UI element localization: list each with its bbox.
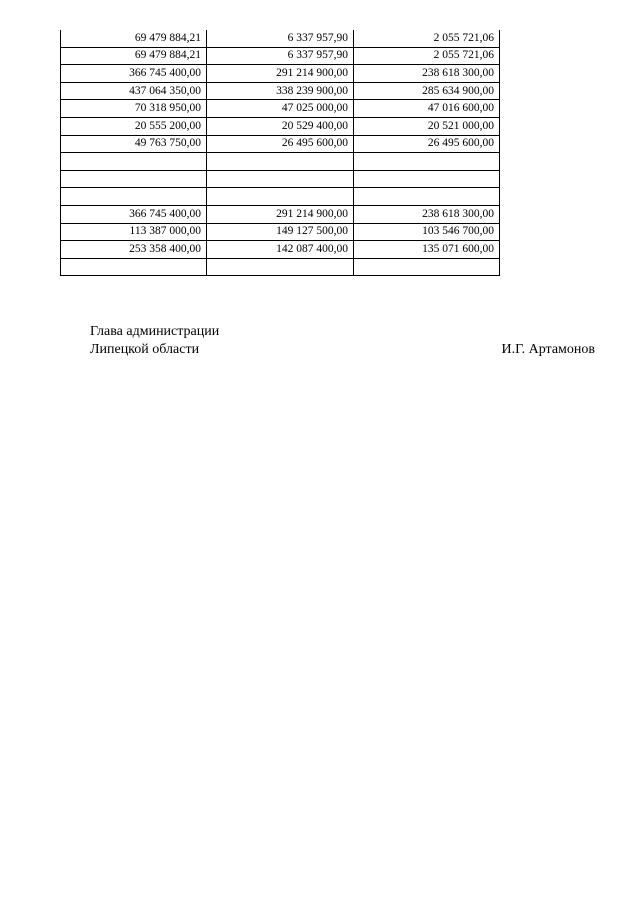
table-cell: 253 358 400,00 bbox=[61, 241, 207, 259]
table-cell: 2 055 721,06 bbox=[354, 47, 500, 65]
table-cell: 285 634 900,00 bbox=[354, 82, 500, 100]
table-row bbox=[61, 241, 500, 259]
table-row bbox=[61, 82, 500, 100]
table-cell: 26 495 600,00 bbox=[207, 135, 354, 153]
table-cell bbox=[354, 258, 500, 276]
table-cell bbox=[61, 153, 207, 171]
table-row bbox=[61, 30, 500, 47]
table-cell: 20 555 200,00 bbox=[61, 117, 207, 135]
table-cell: 238 618 300,00 bbox=[354, 205, 500, 223]
table-cell: 366 745 400,00 bbox=[61, 65, 207, 83]
table-cell: 6 337 957,90 bbox=[207, 47, 354, 65]
signature-region-text: Липецкой области bbox=[90, 342, 200, 357]
table-cell: 69 479 884,21 bbox=[61, 30, 207, 47]
budget-table-body bbox=[61, 30, 500, 276]
budget-table-container bbox=[60, 30, 500, 276]
table-row bbox=[61, 205, 500, 223]
table-cell: 149 127 500,00 bbox=[207, 223, 354, 241]
signature-block bbox=[90, 323, 595, 359]
signatory-name: И.Г. Артамонов bbox=[501, 342, 595, 357]
table-row bbox=[61, 65, 500, 83]
signature-title-line bbox=[90, 323, 595, 341]
table-cell: 135 071 600,00 bbox=[354, 241, 500, 259]
table-row bbox=[61, 170, 500, 188]
table-cell bbox=[61, 188, 207, 206]
table-cell bbox=[61, 170, 207, 188]
table-cell: 49 763 750,00 bbox=[61, 135, 207, 153]
signature-position-text: Глава администрации bbox=[90, 324, 220, 339]
table-cell: 20 529 400,00 bbox=[207, 117, 354, 135]
table-cell: 291 214 900,00 bbox=[207, 65, 354, 83]
table-cell bbox=[207, 258, 354, 276]
table-cell: 47 016 600,00 bbox=[354, 100, 500, 118]
table-cell bbox=[61, 258, 207, 276]
table-cell bbox=[354, 153, 500, 171]
table-row bbox=[61, 100, 500, 118]
table-cell bbox=[207, 188, 354, 206]
table-cell: 20 521 000,00 bbox=[354, 117, 500, 135]
table-cell: 142 087 400,00 bbox=[207, 241, 354, 259]
table-row bbox=[61, 188, 500, 206]
table-cell: 2 055 721,06 bbox=[354, 30, 500, 47]
table-cell: 338 239 900,00 bbox=[207, 82, 354, 100]
table-row bbox=[61, 258, 500, 276]
table-row bbox=[61, 135, 500, 153]
table-cell bbox=[207, 153, 354, 171]
table-cell: 103 546 700,00 bbox=[354, 223, 500, 241]
table-row bbox=[61, 223, 500, 241]
table-cell: 47 025 000,00 bbox=[207, 100, 354, 118]
table-cell: 26 495 600,00 bbox=[354, 135, 500, 153]
table-row bbox=[61, 153, 500, 171]
table-cell: 366 745 400,00 bbox=[61, 205, 207, 223]
table-cell: 437 064 350,00 bbox=[61, 82, 207, 100]
table-cell: 291 214 900,00 bbox=[207, 205, 354, 223]
signature-region-line bbox=[90, 341, 595, 359]
table-cell bbox=[354, 188, 500, 206]
table-row bbox=[61, 47, 500, 65]
table-cell: 238 618 300,00 bbox=[354, 65, 500, 83]
table-cell: 69 479 884,21 bbox=[61, 47, 207, 65]
budget-table bbox=[60, 30, 500, 276]
table-row bbox=[61, 117, 500, 135]
table-cell bbox=[354, 170, 500, 188]
table-cell: 70 318 950,00 bbox=[61, 100, 207, 118]
table-cell: 113 387 000,00 bbox=[61, 223, 207, 241]
table-cell: 6 337 957,90 bbox=[207, 30, 354, 47]
table-cell bbox=[207, 170, 354, 188]
